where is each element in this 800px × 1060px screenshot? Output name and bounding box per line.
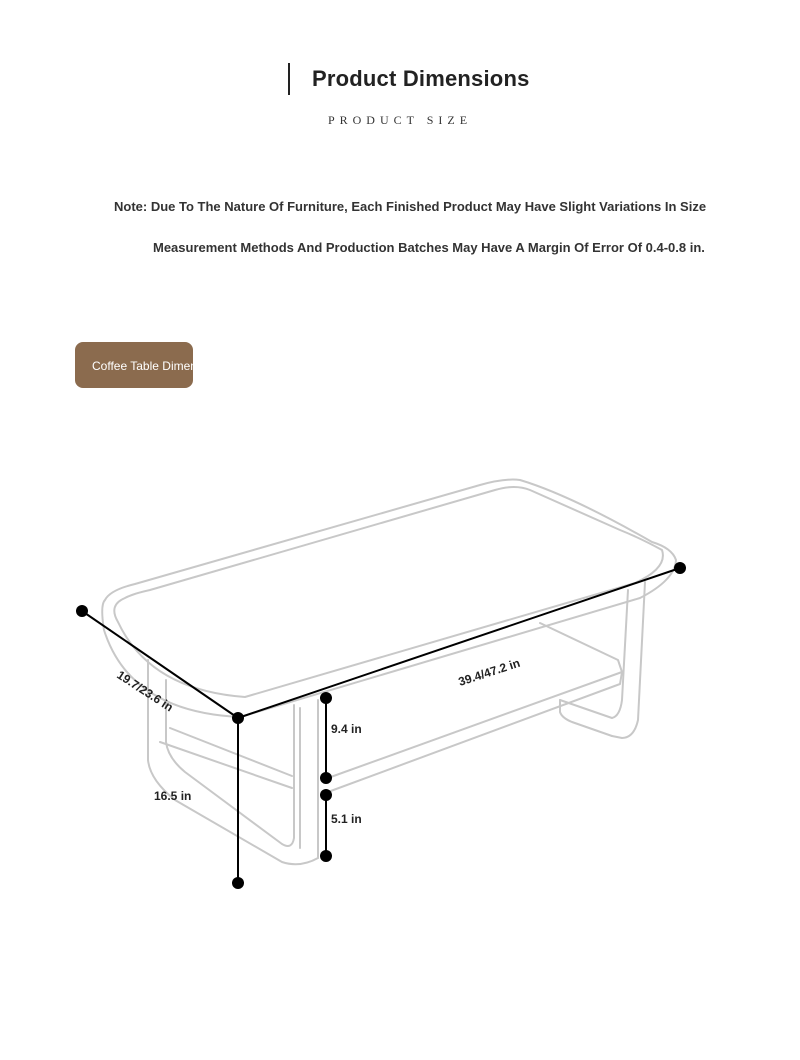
shelf-clearance-top-dot [320, 789, 332, 801]
length-end-dot [674, 562, 686, 574]
length-label: 39.4/47.2 in [456, 655, 522, 689]
coffee-table-tab-label: Coffee Table Dimensions [92, 359, 225, 373]
shelf-gap-top-dot [320, 692, 332, 704]
shelf-clearance-bottom-dot [320, 850, 332, 862]
depth-start-dot [76, 605, 88, 617]
depth-label: 19.7/23.6 in [114, 667, 176, 715]
shelf-clearance-label: 5.1 in [331, 812, 362, 826]
note-line-1: Note: Due To The Nature Of Furniture, Each Finished Product May Have Slight Variations In Size [114, 199, 707, 214]
note-line-2: Measurement Methods And Production Batches May Have A Margin Of Error Of 0.4-0.8 in. [153, 240, 705, 255]
right-leg-inner [560, 590, 628, 718]
page-subtitle: PRODUCT SIZE [327, 113, 473, 127]
height-label: 16.5 in [154, 789, 192, 803]
shelf-gap-bottom-dot [320, 772, 332, 784]
page-title: Product Dimensions [312, 66, 530, 91]
lower-shelf-front [328, 672, 622, 792]
shelf-gap-label: 9.4 in [331, 722, 362, 736]
dimension-lines [82, 568, 680, 883]
coffee-table-outline [102, 480, 676, 865]
length-line [238, 568, 680, 718]
right-leg-bottom [560, 700, 612, 736]
corner-dot [232, 712, 244, 724]
tabletop-inner-edge [114, 487, 663, 697]
left-leg-outer [148, 660, 318, 864]
height-end-dot [232, 877, 244, 889]
lower-shelf-left [160, 742, 292, 788]
